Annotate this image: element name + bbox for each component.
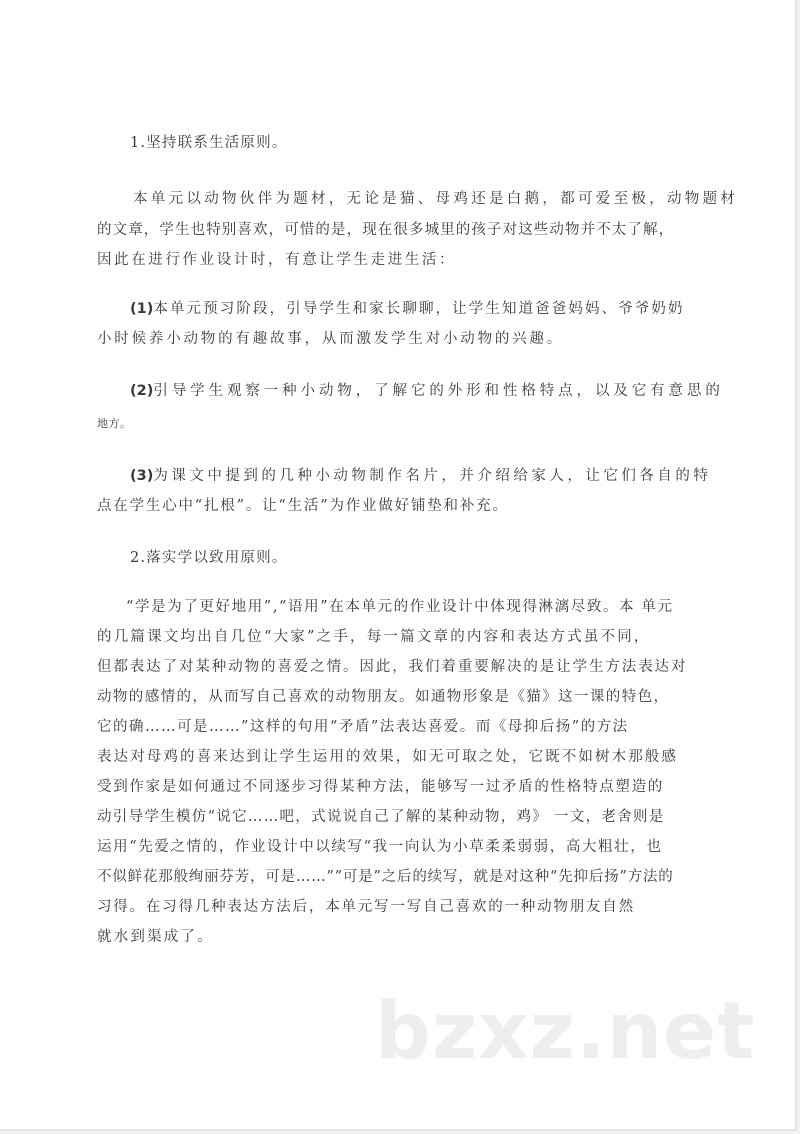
list-number: (1) (130, 301, 154, 317)
watermark: bzxz.net (375, 987, 756, 1077)
paragraph-line: 运用“先爱之情的，作业设计中以续写“我一向认为小草柔柔弱弱，高大粗壮，也 (97, 839, 663, 855)
paragraph-line: 表达对母鸡的喜来达到让学生运用的效果，如无可取之处，它既不如树木那般感 (97, 749, 678, 765)
paragraph-line: 不似鲜花那般绚丽芬芳，可是……””可是”之后的续写，就是对这种“先抑后扬”方法的 (97, 869, 674, 885)
paragraph-line: 但都表达了对某种动物的喜爱之情。因此，我们着重要解决的是让学生方法表达对 (97, 659, 688, 675)
paragraph-line: 的几篇课文均出自几位“大家”之手，每一篇文章的内容和表达方式虽不同， (97, 629, 651, 645)
list-item-2: (2)引导学生观察一种小动物，了解它的外形和性格特点，以及它有意思的 (130, 383, 724, 399)
paragraph-line: 它的确……可是……”这样的句用“矛盾”法表达喜爱。而《母抑后扬”的方法 (97, 719, 629, 735)
paragraph-line: 习得。在习得几种表达方法后，本单元写一写自己喜欢的一种动物朋友自然 (97, 899, 635, 915)
list-item-3: (3)为课文中提到的几种小动物制作名片，并介绍给家人，让它们各自的特 (130, 468, 712, 484)
section-1-heading: 1.坚持联系生活原则。 (130, 135, 288, 151)
list-number: (3) (130, 468, 154, 484)
paragraph-line: 就水到渠成了。 (97, 929, 214, 945)
list-item-3-cont: 点在学生心中“扎根”。让“生活”为作业做好铺垫和补充。 (97, 498, 509, 514)
paragraph-line: 的文章，学生也特别喜欢，可惜的是，现在很多城里的孩子对这些动物并不太了解， (97, 222, 675, 238)
list-number: (2) (130, 383, 154, 399)
paragraph-line: 受到作家是如何通过不同逐步习得某种方法，能够写一过矛盾的性格特点塑造的 (97, 779, 664, 795)
paragraph-line: “学是为了更好地用”,“语用”在本单元的作业设计中体现得淋漓尽致。本 单元 (126, 599, 674, 615)
list-item-1: (1)本单元预习阶段，引导学生和家长聊聊，让学生知道爸爸妈妈、爷爷奶奶 (130, 301, 685, 317)
paragraph-line: 因此在进行作业设计时，有意让学生走进生活： (97, 252, 457, 268)
section-2-heading: 2.落实学以致用原则。 (130, 550, 288, 566)
paragraph-line: 动物的感情的，从而写自己喜欢的动物朋友。如通物形象是《猫》这一课的特色， (97, 689, 670, 705)
paragraph-line: 动引导学生模仿“说它……吧，式说说自己了解的某种动物，鸡》 一文，老舍则是 (97, 809, 665, 825)
paragraph-line: 本单元以动物伙伴为题材，无论是猫、母鸡还是白鹅，都可爱至极，动物题材 (133, 191, 739, 207)
list-item-1-cont: 小时候养小动物的有趣故事，从而激发学生对小动物的兴趣。 (97, 331, 565, 347)
list-item-2-cont: 地方。 (97, 417, 132, 430)
